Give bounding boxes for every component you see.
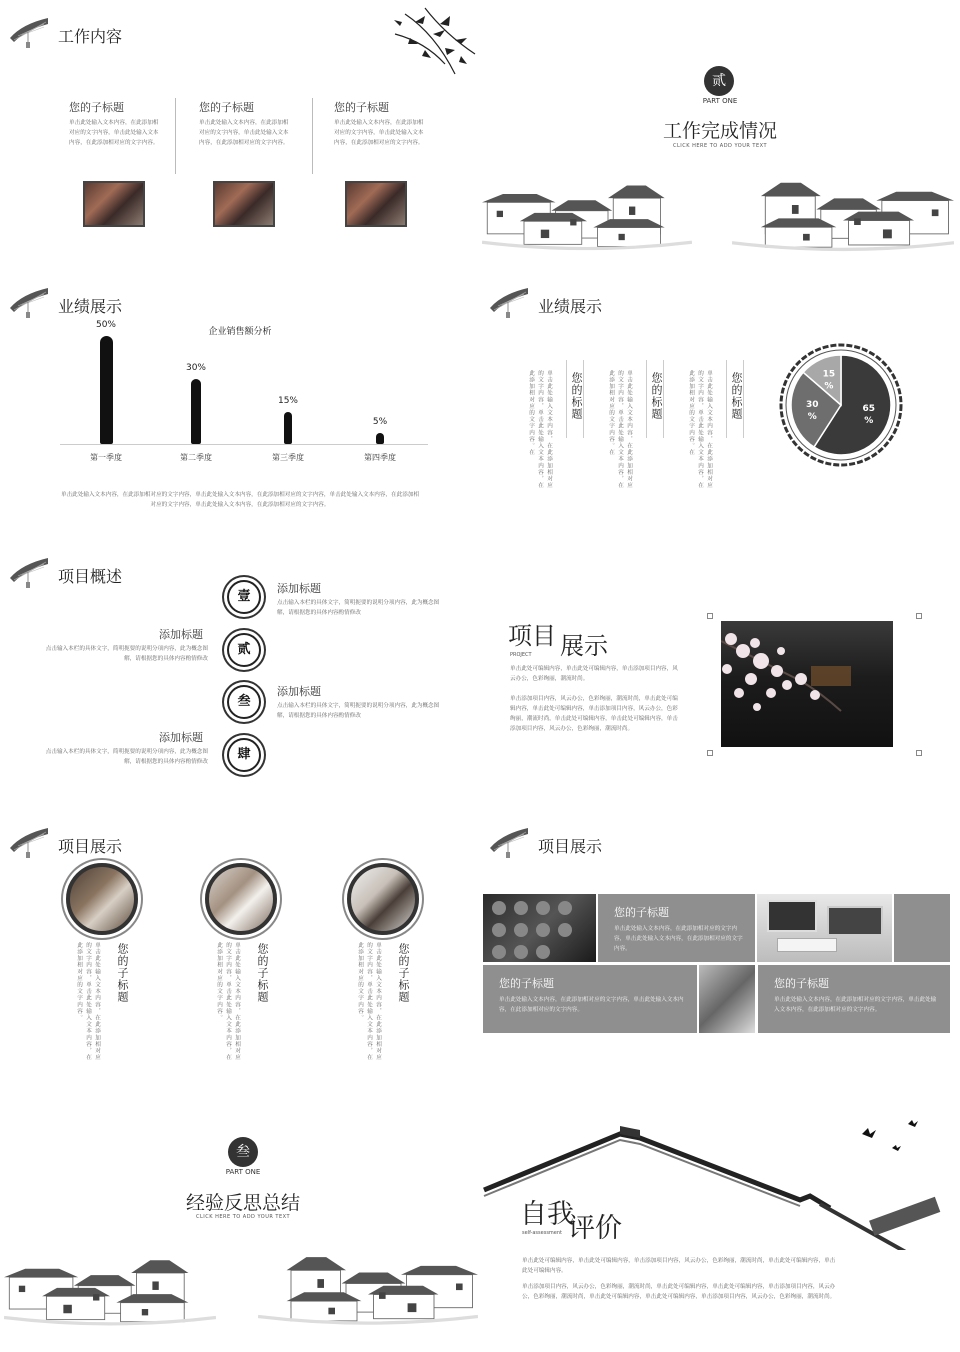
item-text: 单击此处输入文本内容，在此添加相对应的文字内容，单击此处输入文本内容，在此添加相对应的文字内容。 (76, 942, 100, 1061)
corner-mark (707, 750, 713, 756)
title-frame (566, 360, 584, 438)
slide-project-overview (0, 540, 480, 810)
item-title: 添加标题 (159, 628, 203, 641)
title-frame (646, 360, 664, 438)
bar-value-label: 15% (277, 395, 298, 406)
vertical-text: 单击此处输入文本内容，在此添加相对应的文字内容，单击此处输入文本内容，在此添加相对应的文字内容。在 (608, 370, 632, 489)
village-illustration (732, 172, 954, 258)
village-illustration (258, 1244, 478, 1334)
item-title: 添加标题 (277, 685, 321, 698)
slide-title: 业绩展示 (538, 297, 603, 316)
category-label: 第二季度 (180, 453, 212, 462)
pie-label: 15 % (822, 369, 836, 392)
item-text: 点击输入本栏的具体文字，简明扼要的说明分项内容，此为概念图解，请根据您的具体内容酌情修改 (45, 749, 208, 765)
slide-performance-pie (480, 270, 960, 540)
bar-value-label: 30% (185, 363, 206, 374)
section-badge: 叁 (228, 1137, 258, 1167)
number-badge: 肆 (227, 738, 261, 772)
item-text: 点击输入本栏的具体文字，简明扼要的说明分项内容，此为概念图解，请根据您的具体内容酌情修改 (45, 646, 208, 662)
room-photo (205, 863, 277, 935)
category-label: 第三季度 (272, 453, 304, 462)
box-text: 单击此处输入文本内容，在此添加相对应的文字内容，单击此处输入文本内容，在此添加相对应的文字内容。 (499, 997, 684, 1013)
slide-project-display-rooms (0, 810, 480, 1080)
item-text: 单击此处输入文本内容，在此添加相对应的文字内容，单击此处输入文本内容，在此添加相对应的文字内容。 (357, 942, 381, 1061)
eave-icon (488, 824, 530, 860)
column-subtitle: 您的子标题 (334, 101, 389, 114)
item-text: 单击此处输入文本内容，在此添加相对应的文字内容，单击此处输入文本内容，在此添加相对应的文字内容。 (216, 942, 240, 1061)
slide-section-two (480, 0, 960, 270)
bar (284, 412, 292, 444)
cherry-blossom-photo (721, 621, 893, 747)
category-label: 第一季度 (90, 453, 122, 462)
bar-value-label: 50% (95, 320, 116, 330)
vertical-text: 单击此处输入文本内容，在此添加相对应的文字内容，单击此处输入文本内容，在此添加相对应的文字内容。在 (688, 370, 712, 489)
display-title-b: 展示 (560, 632, 608, 660)
column-subtitle: 您的子标题 (199, 101, 254, 114)
slide-title: 项目展示 (538, 837, 603, 856)
item-text: 点击输入本栏的具体文字，简明扼要的说明分项内容，此为概念图解，请根据您的具体内容酌情修改 (277, 703, 440, 719)
slide-performance-chart (0, 270, 480, 540)
assessment-title-a: 自我 (520, 1199, 574, 1230)
work-photo (345, 181, 407, 227)
corner-mark (916, 750, 922, 756)
display-text: 单击此处可编辑内容，单击此处可编辑内容，单击添加项目内容，风云办公，色彩绚丽，潮流时尚。 (510, 666, 678, 682)
section-title: 经验反思总结 (185, 1192, 300, 1214)
vertical-title: 您的标题 (730, 372, 743, 420)
room-photo (347, 863, 419, 935)
slide-section-three (0, 1080, 480, 1352)
village-illustration (482, 176, 692, 256)
number-badge: 叁 (227, 685, 261, 719)
section-title: 工作完成情况 (662, 120, 777, 142)
slide-project-display-grid (480, 810, 960, 1080)
vertical-text: 单击此处输入文本内容，在此添加相对应的文字内容，单击此处输入文本内容，在此添加相对应的文字内容。在 (528, 370, 552, 489)
eave-icon (8, 14, 50, 50)
item-title: 添加标题 (277, 582, 321, 595)
eave-icon (488, 284, 530, 320)
slide-title: 项目概述 (58, 567, 123, 586)
text-box (758, 965, 950, 1033)
chart-baseline (60, 444, 428, 445)
part-label: PART ONE (225, 1168, 261, 1176)
assessment-title-b: 评价 (568, 1213, 622, 1244)
text-box (483, 965, 697, 1033)
phone-apps-photo (483, 894, 596, 962)
pie-chart (778, 342, 904, 468)
vertical-title: 您的标题 (650, 372, 663, 420)
pie-label: 30 % (806, 400, 819, 423)
section-hint: CLICK HERE TO ADD YOUR TEXT (195, 1214, 291, 1220)
box-title: 您的子标题 (774, 977, 829, 990)
assessment-subtitle: self-assessment (522, 1230, 562, 1236)
village-illustration (4, 1248, 216, 1334)
vertical-title: 您的标题 (570, 372, 583, 420)
item-title: 您的子标题 (397, 943, 410, 1003)
column-text: 单击此处输入文本内容，在此添加相对应的文字内容，单击此处输入文本内容，在此添加相对应的文字内容。 (199, 120, 289, 146)
slide-project-display (480, 540, 960, 810)
column-text: 单击此处输入文本内容，在此添加相对应的文字内容，单击此处输入文本内容，在此添加相对应的文字内容。 (334, 120, 424, 146)
item-title: 您的子标题 (116, 943, 129, 1003)
divider (175, 98, 176, 174)
desk-photo (757, 894, 892, 962)
bar-value-label: 5% (372, 417, 388, 428)
laptop-photo (699, 965, 755, 1033)
box-title: 您的子标题 (499, 977, 554, 990)
room-photo (66, 863, 138, 935)
assessment-text: 单击此处可编辑内容，单击此处可编辑内容，单击添加项目内容，风云办公，色彩绚丽，潮流时尚，单击此处可编辑内容，单击此处可编辑内容。 (522, 1258, 836, 1274)
number-badge: 贰 (227, 633, 261, 667)
pie-label: 65 % (862, 404, 876, 427)
title-frame (726, 360, 744, 438)
corner-mark (916, 613, 922, 619)
section-badge: 贰 (704, 66, 734, 96)
item-title: 您的子标题 (256, 943, 269, 1003)
slide-title: 业绩展示 (58, 297, 123, 316)
work-photo (83, 181, 145, 227)
slide-title: 工作内容 (58, 27, 123, 46)
eave-icon (8, 824, 50, 860)
item-text: 点击输入本栏的具体文字，简明扼要的说明分项内容，此为概念图解，请根据您的具体内容酌情修改 (277, 600, 440, 616)
display-title-a: 项目 (508, 622, 556, 650)
divider (312, 98, 313, 174)
work-photo (213, 181, 275, 227)
eave-icon (8, 554, 50, 590)
bar (376, 433, 384, 444)
slide-self-assessment (480, 1080, 960, 1352)
category-label: 第四季度 (364, 453, 396, 462)
chart-footer-text: 单击此处输入文本内容，在此添加相对应的文字内容，单击此处输入文本内容，在此添加相对应的文字内容，单击此处输入文本内容，在此添加相对应的文字内容，单击此处输入文本内容，在此添加相对应的文字内容。 (60, 492, 419, 508)
bar (191, 379, 201, 444)
display-text: 单击添加项目内容，风云办公，色彩绚丽，潮流时尚，单击此处可编辑内容，单击此处可编辑内容，单击添加项目内容，风云办公，色彩绚丽，潮流时尚，单击此处可编辑内容，单击此处可编辑内容，单击添加项目内容，风云办公，色彩绚丽，潮流时尚。 (510, 696, 678, 732)
slide-work-content (0, 0, 480, 270)
box-text: 单击此处输入文本内容，在此添加相对应的文字内容，单击此处输入文本内容，在此添加相对应的文字内容。 (614, 926, 743, 952)
bamboo-icon (385, 4, 480, 84)
text-box (598, 894, 755, 962)
grey-tile (894, 894, 950, 962)
section-hint: CLICK HERE TO ADD YOUR TEXT (672, 143, 768, 149)
display-subtitle: PROJECT (510, 652, 532, 658)
bar (100, 336, 113, 444)
part-label: PART ONE (702, 97, 738, 105)
assessment-text: 单击添加项目内容，风云办公，色彩绚丽，潮流时尚，单击此处可编辑内容，单击此处可编辑内容，单击添加项目内容，风云办公，色彩绚丽，潮流时尚，单击此处可编辑内容，单击此处可编辑内容，单击添加项目内容，风云办公，色彩绚丽，潮流时尚。 (522, 1284, 836, 1300)
chart-title: 企业销售额分析 (208, 327, 272, 337)
number-badge: 壹 (227, 580, 261, 614)
item-title: 添加标题 (159, 731, 203, 744)
box-title: 您的子标题 (614, 906, 669, 919)
column-subtitle: 您的子标题 (69, 101, 124, 114)
corner-mark (707, 613, 713, 619)
slide-title: 项目展示 (58, 837, 123, 856)
column-text: 单击此处输入文本内容，在此添加相对应的文字内容，单击此处输入文本内容，在此添加相对应的文字内容。 (69, 120, 159, 146)
box-text: 单击此处输入文本内容，在此添加相对应的文字内容，单击此处输入文本内容，在此添加相对应的文字内容。 (774, 997, 937, 1013)
